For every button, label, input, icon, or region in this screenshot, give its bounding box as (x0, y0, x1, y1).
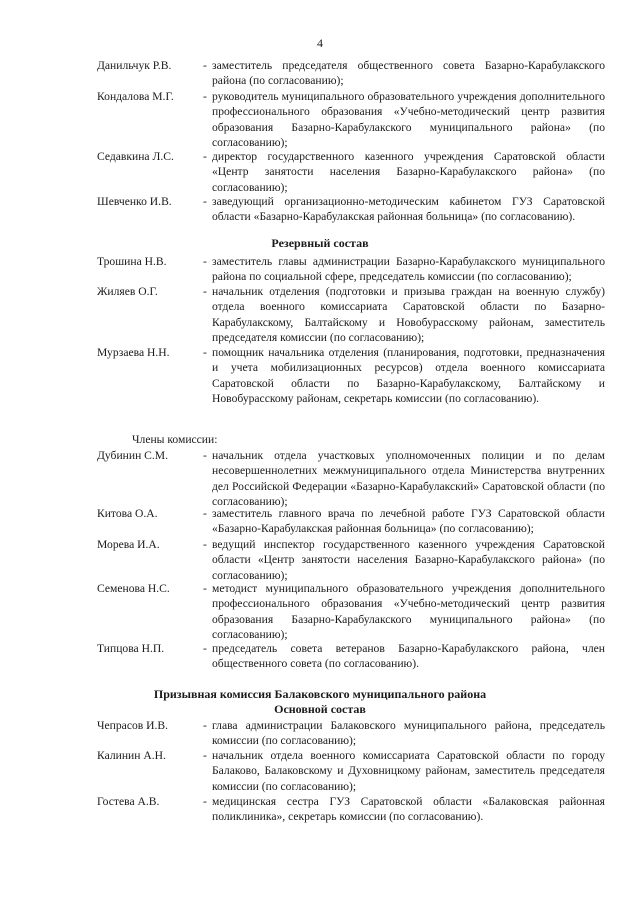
dash: - (203, 538, 207, 551)
dash: - (203, 507, 207, 520)
member-role: руководитель муниципального образовательного учреждения дополнительного профессионального образования «Учебно-методический центр развития образования Базарно-Карабулакского муниципального района» (по согласованию); (212, 90, 605, 150)
list-item (97, 284, 605, 346)
list-item (97, 506, 605, 537)
dash: - (203, 346, 207, 359)
member-name: Гостева А.В. (97, 795, 160, 808)
member-role: ведущий инспектор государственного казенного учреждения Саратовской области «Центр занятости населения Базарно-Карабулакского района» (по согласованию); (212, 538, 605, 582)
list-item (97, 448, 605, 510)
dash: - (203, 195, 207, 208)
members-label: Члены комиссии: (132, 433, 218, 446)
member-name: Данильчук Р.В. (97, 59, 172, 72)
member-role: заместитель председателя общественного совета Базарно-Карабулакского района (по согласованию); (212, 59, 605, 88)
dash: - (203, 719, 207, 732)
list-item (97, 537, 605, 583)
member-name: Шевченко И.В. (97, 195, 172, 208)
list-item (97, 748, 605, 794)
list-item (97, 718, 605, 749)
list-item (97, 641, 605, 672)
member-role: начальник отдела военного комиссариата Саратовской области по городу Балаково, Балаковскому и Духовницкому районам, заместитель председателя комиссии (по согласованию); (212, 749, 605, 793)
member-role: помощник начальника отделения (планирования, подготовки, предназначения и учета мобилизационных ресурсов) отдела военного комиссариата Саратовской области по Базарно-Карабулакскому, Балтайскому и Новобурасскому районам, секретарь комиссии (по согласованию). (212, 346, 605, 406)
member-name: Жиляев О.Г. (97, 285, 158, 298)
member-name: Трошина Н.В. (97, 255, 167, 268)
dash: - (203, 795, 207, 808)
member-role: начальник отделения (подготовки и призыва граждан на военную службу) отдела военного комиссариата Саратовской области по Базарно-Карабулакскому, Балтайскому и Новобурасскому районам, заместитель председателя комиссии (по согласованию); (212, 285, 605, 345)
dash: - (203, 449, 207, 462)
main-composition-heading: Основной состав (274, 702, 366, 716)
page-number: 4 (317, 36, 323, 50)
member-role: заместитель главного врача по лечебной работе ГУЗ Саратовской области «Базарно-Карабулакская районная больница» (по согласованию); (212, 507, 605, 536)
list-item (97, 194, 605, 225)
member-name: Кондалова М.Г. (97, 90, 174, 103)
member-role: директор государственного казенного учреждения Саратовской области «Центр занятости населения Базарно-Карабулакского района» (по согласованию); (212, 150, 605, 194)
member-name: Семенова Н.С. (97, 582, 170, 595)
list-item (97, 149, 605, 195)
commission-heading: Призывная комиссия Балаковского муниципального района (153, 687, 487, 701)
member-name: Китова О.А. (97, 507, 158, 520)
list-item (97, 794, 605, 825)
member-name: Калинин А.Н. (97, 749, 166, 762)
dash: - (203, 90, 207, 103)
member-role: начальник отдела участковых уполномоченных полиции и по делам несовершеннолетних межмуниципального отдела Министерства внутренних дел Российской Федерации «Базарно-Карабулакский» Саратовской области (по согласованию); (212, 449, 605, 509)
member-role: глава администрации Балаковского муниципального района, председатель комиссии (по согласованию); (212, 719, 605, 748)
dash: - (203, 642, 207, 655)
dash: - (203, 59, 207, 72)
list-item (97, 581, 605, 643)
list-item (97, 89, 605, 151)
reserve-heading: Резервный состав (271, 236, 369, 250)
list-item (97, 58, 605, 89)
dash: - (203, 749, 207, 762)
member-role: методист муниципального образовательного учреждения дополнительного профессионального образования «Учебно-методический центр развития образования Базарно-Карабулакского муниципального района» (по согласованию); (212, 582, 605, 642)
member-name: Дубинин С.М. (97, 449, 169, 462)
member-role: медицинская сестра ГУЗ Саратовской области «Балаковская районная поликлиника», секретарь комиссии (по согласованию). (212, 795, 605, 824)
member-role: заместитель главы администрации Базарно-Карабулакского муниципального района по социальной сфере, председатель комиссии (по согласованию); (212, 255, 605, 284)
dash: - (203, 255, 207, 268)
member-name: Типцова Н.П. (97, 642, 165, 655)
member-name: Чепрасов И.В. (97, 719, 169, 732)
member-name: Седавкина Л.С. (97, 150, 174, 163)
dash: - (203, 150, 207, 163)
member-name: Морева И.А. (97, 538, 160, 551)
dash: - (203, 582, 207, 595)
list-item (97, 254, 605, 285)
member-name: Мурзаева Н.Н. (97, 346, 170, 359)
dash: - (203, 285, 207, 298)
member-role: председатель совета ветеранов Базарно-Карабулакского района, член общественного совета (по согласованию). (212, 642, 605, 671)
list-item (97, 345, 605, 407)
member-role: заведующий организационно-методическим кабинетом ГУЗ Саратовской области «Базарно-Карабулакская районная больница» (по согласованию). (212, 195, 605, 224)
